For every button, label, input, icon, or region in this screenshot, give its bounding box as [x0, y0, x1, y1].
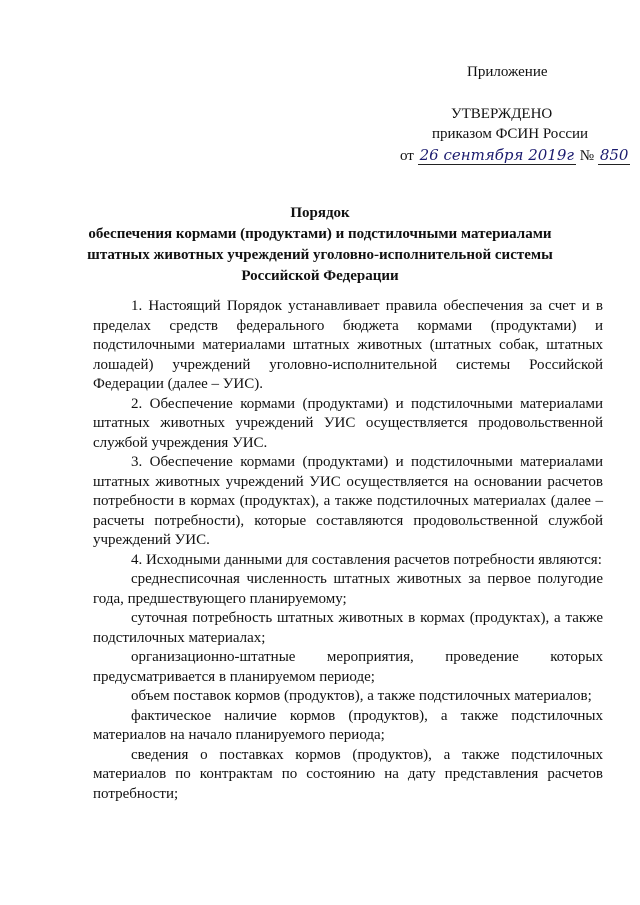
title-line-4: Российской Федерации	[241, 268, 399, 284]
paragraph-4: 4. Исходными данными для составления расчетов потребности являются:	[131, 551, 602, 568]
date-prefix: от	[400, 148, 414, 164]
list-item: сведения о поставках кормов (продуктов), а также подстилочных материалов по контрактам по состоянию на дату представления расчетов потребности;	[93, 746, 603, 802]
title-line-1: Порядок	[290, 205, 350, 221]
paragraph-1: 1. Настоящий Порядок устанавливает правила обеспечения за счет и в пределах средств федерального бюджета кормами (продуктами) и подстилочными материалами штатных животных (штатных собак, штатных лошадей) учреждений уголовно-исполнительной системы Российской Федерации (далее – УИС).	[93, 298, 603, 392]
order-label: приказом ФСИН России	[432, 126, 589, 142]
list-item: объем поставок кормов (продуктов), а также подстилочных материалов;	[131, 688, 592, 704]
list-item: фактическое наличие кормов (продуктов), а также подстилочных материалов на начало планируемого периода;	[93, 707, 603, 743]
approved-label: УТВЕРЖДЕНО	[451, 106, 553, 122]
title-line-2: обеспечения кормами (продуктами) и подстилочными материалами	[88, 226, 552, 242]
paragraph-3: 3. Обеспечение кормами (продуктами) и подстилочными материалами штатных животных учреждений УИС осуществляется на основании расчетов потребности в кормах (продуктах), а также подстилочных материалах (далее – расчеты потребности), которые составляются продовольственной службой учреждений УИС.	[93, 454, 603, 548]
list-item: организационно-штатные мероприятия, проведение которых предусматривается в планируемом периоде;	[93, 649, 603, 685]
title-line-3: штатных животных учреждений уголовно-исполнительной системы	[87, 247, 553, 263]
handwritten-date: 26 сентября 2019г	[419, 146, 574, 164]
list-item: суточная потребность штатных животных в кормах (продуктах), а также подстилочных материалах;	[93, 610, 603, 646]
appendix-label: Приложение	[467, 64, 548, 80]
document-title	[80, 203, 560, 287]
number-prefix: №	[579, 148, 595, 164]
paragraph-2: 2. Обеспечение кормами (продуктами) и подстилочными материалами штатных животных учреждений УИС осуществляется продовольственной службой учреждения УИС.	[93, 395, 603, 451]
list-item: среднесписочная численность штатных животных за первое полугодие года, предшествующего планируемому;	[93, 571, 603, 607]
handwritten-number: 850	[599, 146, 629, 164]
order-date-line	[400, 145, 630, 166]
document-body	[93, 297, 603, 804]
